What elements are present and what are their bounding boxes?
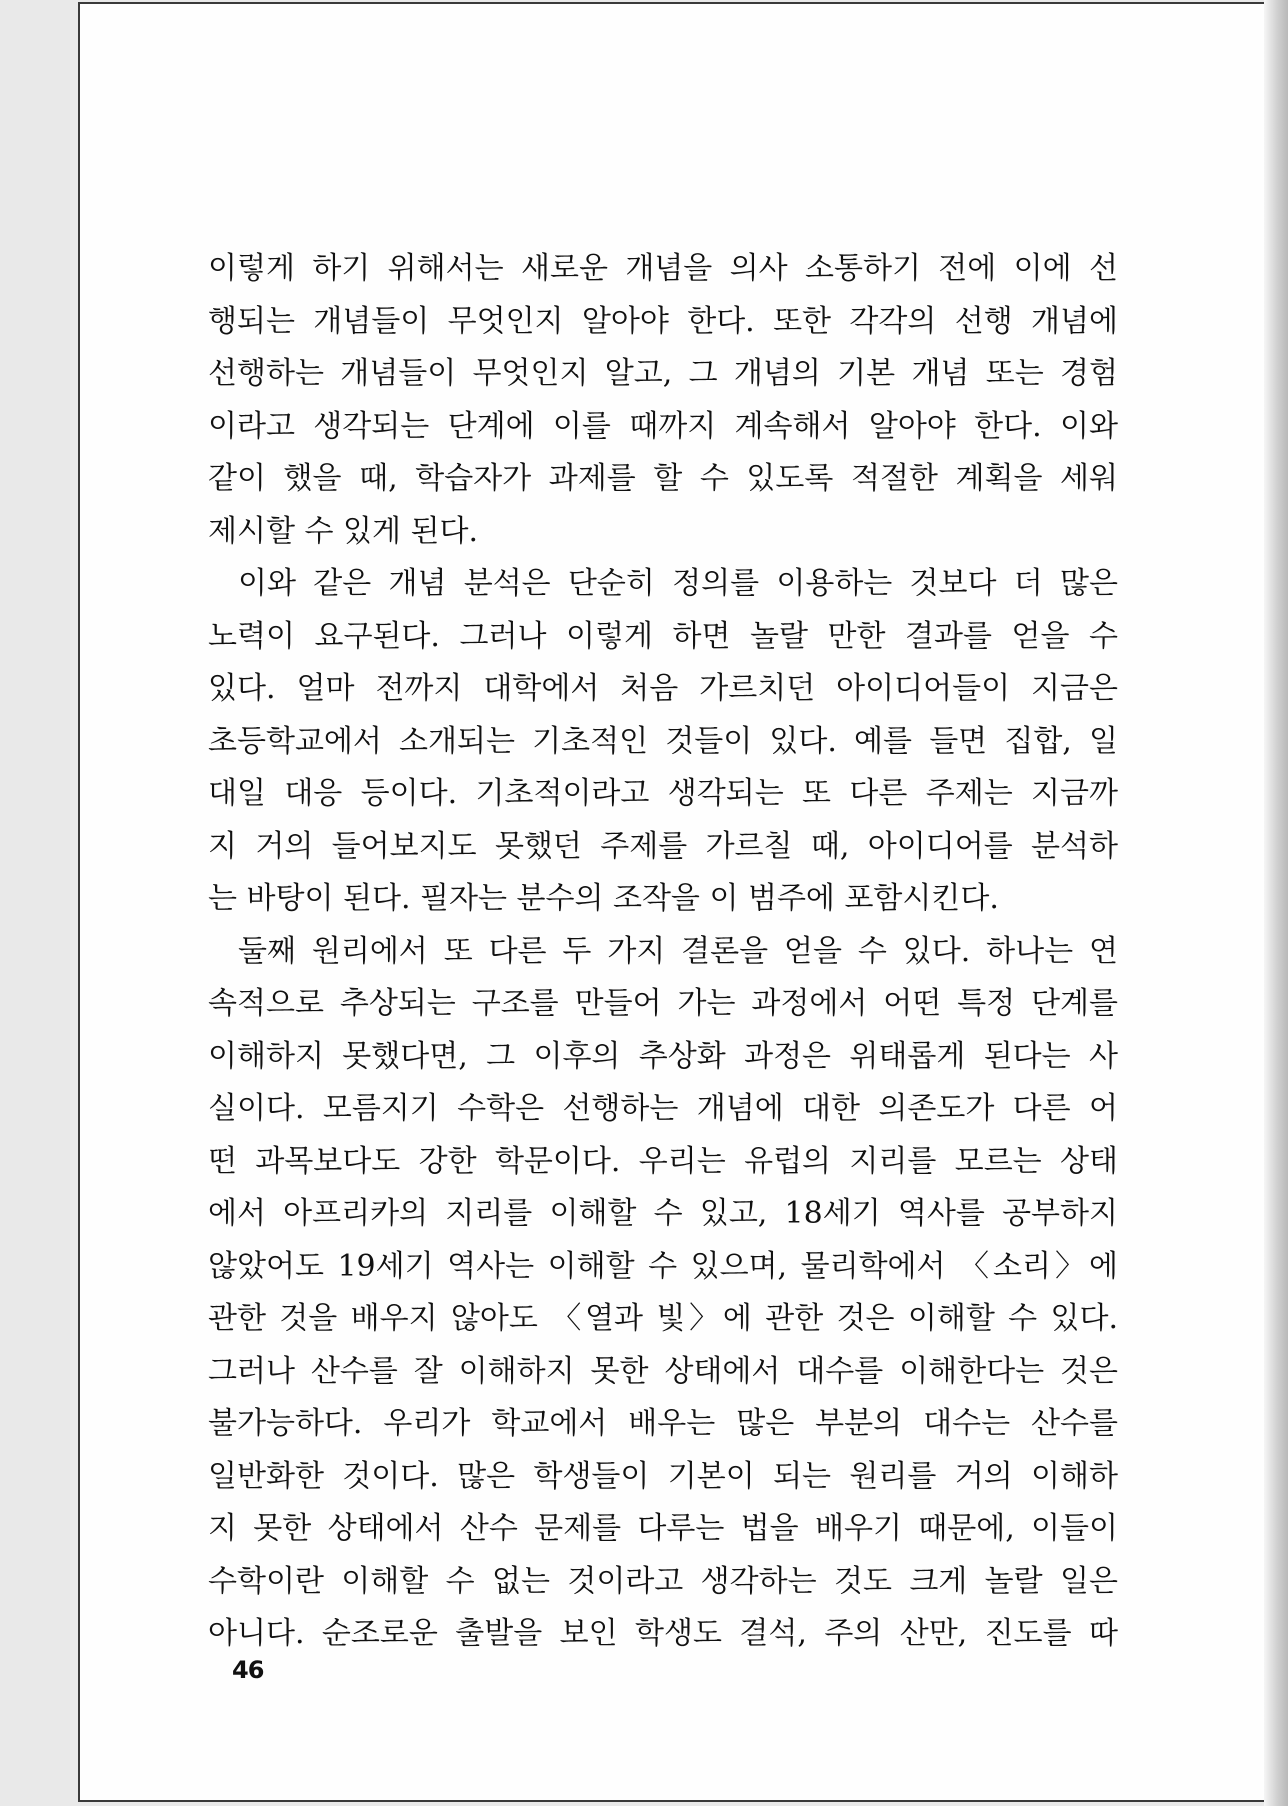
text-line: 속적으로 추상되는 구조를 만들어 가는 과정에서 어떤 특정 단계를 [208,986,1118,1021]
text-line: 제시할 수 있게 된다. [208,513,478,549]
text-line: 지 거의 들어보지도 못했던 주제를 가르칠 때, 아이디어를 분석하 [208,828,1118,864]
text-line: 이와 같은 개념 분석은 단순히 정의를 이용하는 것보다 더 많은 [238,566,1118,601]
text-line: 에서 아프리카의 지리를 이해할 수 있고, 18세기 역사를 공부하지 [208,1196,1118,1231]
page-number: 46 [232,1656,264,1684]
text-line: 같이 했을 때, 학습자가 과제를 할 수 있도록 적절한 계획을 세워 [208,461,1118,496]
text-line: 수학이란 이해할 수 없는 것이라고 생각하는 것도 크게 놀랄 일은 [208,1563,1118,1599]
text-line: 일반화한 것이다. 많은 학생들이 기본이 되는 원리를 거의 이해하 [208,1458,1118,1494]
text-line: 이렇게 하기 위해서는 새로운 개념을 의사 소통하기 전에 이에 선 [208,251,1118,286]
body-text [208,243,1118,1661]
text-line: 떤 과목보다도 강한 학문이다. 우리는 유럽의 지리를 모르는 상태 [208,1143,1118,1179]
text-line: 관한 것을 배우지 않아도 〈열과 빛〉에 관한 것은 이해할 수 있다. [208,1301,1118,1336]
text-line: 않았어도 19세기 역사는 이해할 수 있으며, 물리학에서 〈소리〉에 [208,1248,1118,1284]
text-line: 는 바탕이 된다. 필자는 분수의 조작을 이 범주에 포함시킨다. [208,881,999,916]
text-line: 이라고 생각되는 단계에 이를 때까지 계속해서 알아야 한다. 이와 [208,408,1118,444]
text-line: 둘째 원리에서 또 다른 두 가지 결론을 얻을 수 있다. 하나는 연 [238,933,1118,969]
text-line: 행되는 개념들이 무엇인지 알아야 한다. 또한 각각의 선행 개념에 [208,303,1118,339]
text-line: 실이다. 모름지기 수학은 선행하는 개념에 대한 의존도가 다른 어 [208,1091,1118,1126]
text-line: 이해하지 못했다면, 그 이후의 추상화 과정은 위태롭게 된다는 사 [208,1038,1118,1074]
text-line: 노력이 요구된다. 그러나 이렇게 하면 놀랄 만한 결과를 얻을 수 [208,618,1118,654]
text-line: 대일 대응 등이다. 기초적이라고 생각되는 또 다른 주제는 지금까 [208,776,1118,811]
page-edge-shadow [1264,0,1288,1806]
text-line: 초등학교에서 소개되는 기초적인 것들이 있다. 예를 들면 집합, 일 [208,723,1118,759]
text-line: 아니다. 순조로운 출발을 보인 학생도 결석, 주의 산만, 진도를 따 [208,1616,1118,1651]
text-line: 지 못한 상태에서 산수 문제를 다루는 법을 배우기 때문에, 이들이 [208,1511,1118,1546]
text-line: 불가능하다. 우리가 학교에서 배우는 많은 부분의 대수는 산수를 [208,1406,1118,1441]
text-line: 그러나 산수를 잘 이해하지 못한 상태에서 대수를 이해한다는 것은 [208,1353,1118,1389]
text-line: 있다. 얼마 전까지 대학에서 처음 가르치던 아이디어들이 지금은 [208,671,1118,706]
text-line: 선행하는 개념들이 무엇인지 알고, 그 개념의 기본 개념 또는 경험 [208,356,1118,391]
